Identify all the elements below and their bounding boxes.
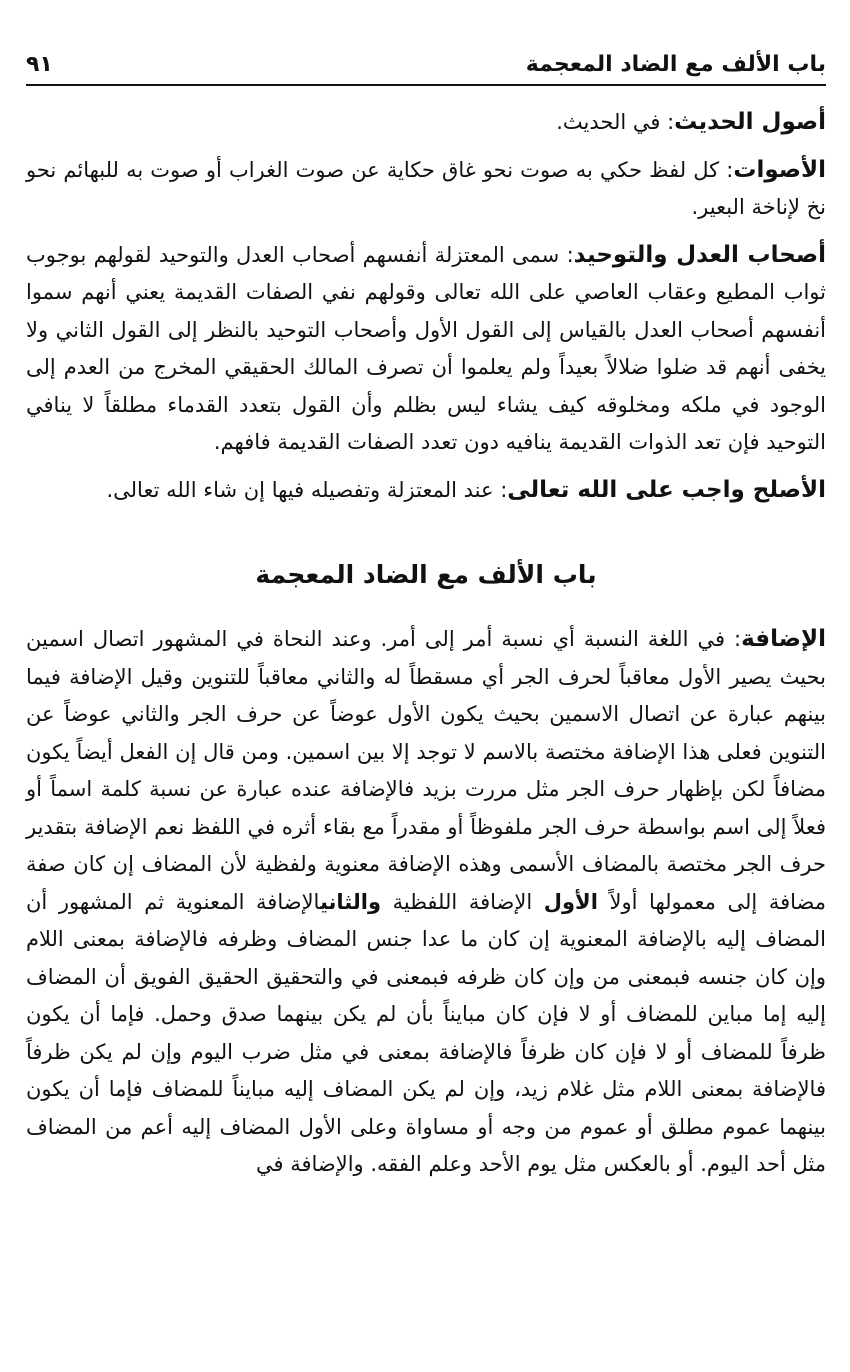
entry-al-idafa (26, 621, 826, 1184)
entry-definition-part: الإضافة اللفظية (381, 889, 544, 914)
section-heading: باب الألف مع الضاد المعجمة (255, 560, 597, 589)
entry-ashab-al-adl (26, 237, 826, 462)
entry-usul-al-hadith (26, 104, 826, 142)
entry-definition-part: : في اللغة النسبة أي نسبة أمر إلى أمر. وعند النحاة في المشهور اتصال اسمين بحيث يصير الأول معاقباً لحرف الجر أي مسقطاً له والثاني معاقباً للتنوين وقيل الإضافة فيما بينهم عبارة عن اتصال الاسمين بحيث يكون الأول عوضاً عن حرف الجر والثاني عوضاً عن التنوين فعلى هذا الإضافة مختصة بالاسم لا توجد إلا بين اسمين. ومن قال إن الفعل أيضاً يكون مضافاً لكن بإظهار حرف الجر مثل مررت بزيد فالإضافة عنده عبارة عن نسبة كلمة اسماً أو فعلاً إلى اسم بواسطة حرف الجر ملفوظاً أو مقدراً مع بقاء أثره في اللفظ نعم الإضافة بتقدير حرف الجر مختصة بالمضاف الأسمى وهذه الإضافة معنوية ولفظية لأن المضاف إن كان صفة مضافة إلى معمولها أولاً (26, 627, 826, 914)
inline-bold-term: والثاني (319, 889, 382, 914)
entry-term: الإضافة (741, 626, 826, 652)
entry-definition-part: الإضافة المعنوية ثم المشهور أن المضاف إليه بالإضافة المعنوية إن كان ما عدا جنس المضاف وظرفه فالإضافة بمعنى اللام وإن كان جنسه فبمعنى من وإن كان ظرفه فبمعنى في والتحقيق الحقيق الفويق أن المضاف إليه إما مباين للمضاف أو لا فإن كان مبايناً بأن لم يكن بينهما صدق وحمل. فإما أن يكون ظرفاً للمضاف أو لا فإن كان ظرفاً فالإضافة بمعنى في مثل ضرب اليوم وإن لم يكن ظرفاً فالإضافة بمعنى اللام مثل غلام زيد، وإن لم يكن المضاف إليه مبايناً للمضاف فإما أن يكون بينهما عموم مطلق أو عموم من وجه أو مساواة وعلى الأول المضاف إليه أعم من المضاف مثل أحد اليوم. أو بالعكس مثل يوم الأحد وعلم الفقه. والإضافة في (26, 889, 826, 1176)
body-text (26, 104, 826, 1194)
entry-term: الأصلح واجب على الله تعالى (507, 476, 826, 503)
entry-term: أصحاب العدل والتوحيد (573, 241, 826, 268)
entry-term: أصول الحديث (674, 109, 826, 135)
inline-bold-term: الأول (543, 889, 598, 914)
entry-al-aslah (26, 472, 826, 510)
running-header (26, 44, 826, 86)
entry-term: الأصوات (733, 156, 826, 183)
book-page (26, 0, 826, 1372)
entry-definition: : سمى المعتزلة أنفسهم أصحاب العدل والتوحيد لقولهم بوجوب ثواب المطيع وعقاب العاصي على الله تعالى وقولهم نفي الصفات القديمة يعني أنهم سموا أنفسهم أصحاب العدل بالقياس إلى القول الأول وأصحاب التوحيد بالنظر إلى القول الثاني ولا يخفى أنهم قد ضلوا ضلالاً بعيداً ولم يعلموا أن تصرف المالك الحقيقي المخرج من العدم إلى الوجود في ملكه ومخلوقه كيف يشاء ليس بظلم وأن القول بتعدد القدماء مطلقاً لا ينافي التوحيد فإن تعد الذوات القديمة ينافيه دون تعدد الصفات القديمة فافهم. (26, 242, 826, 454)
running-title: باب الألف مع الضاد المعجمة (525, 51, 826, 77)
entry-definition: : عند المعتزلة وتفصيله فيها إن شاء الله تعالى. (106, 477, 508, 502)
entry-definition: : كل لفظ حكي به صوت نحو غاق حكاية عن صوت الغراب أو صوت به للبهائم نحو نخ لإناخة البعير. (26, 157, 826, 219)
page-number: ٩١ (26, 51, 53, 77)
entry-al-aswat (26, 152, 826, 227)
entry-definition: : في الحديث. (556, 110, 675, 134)
